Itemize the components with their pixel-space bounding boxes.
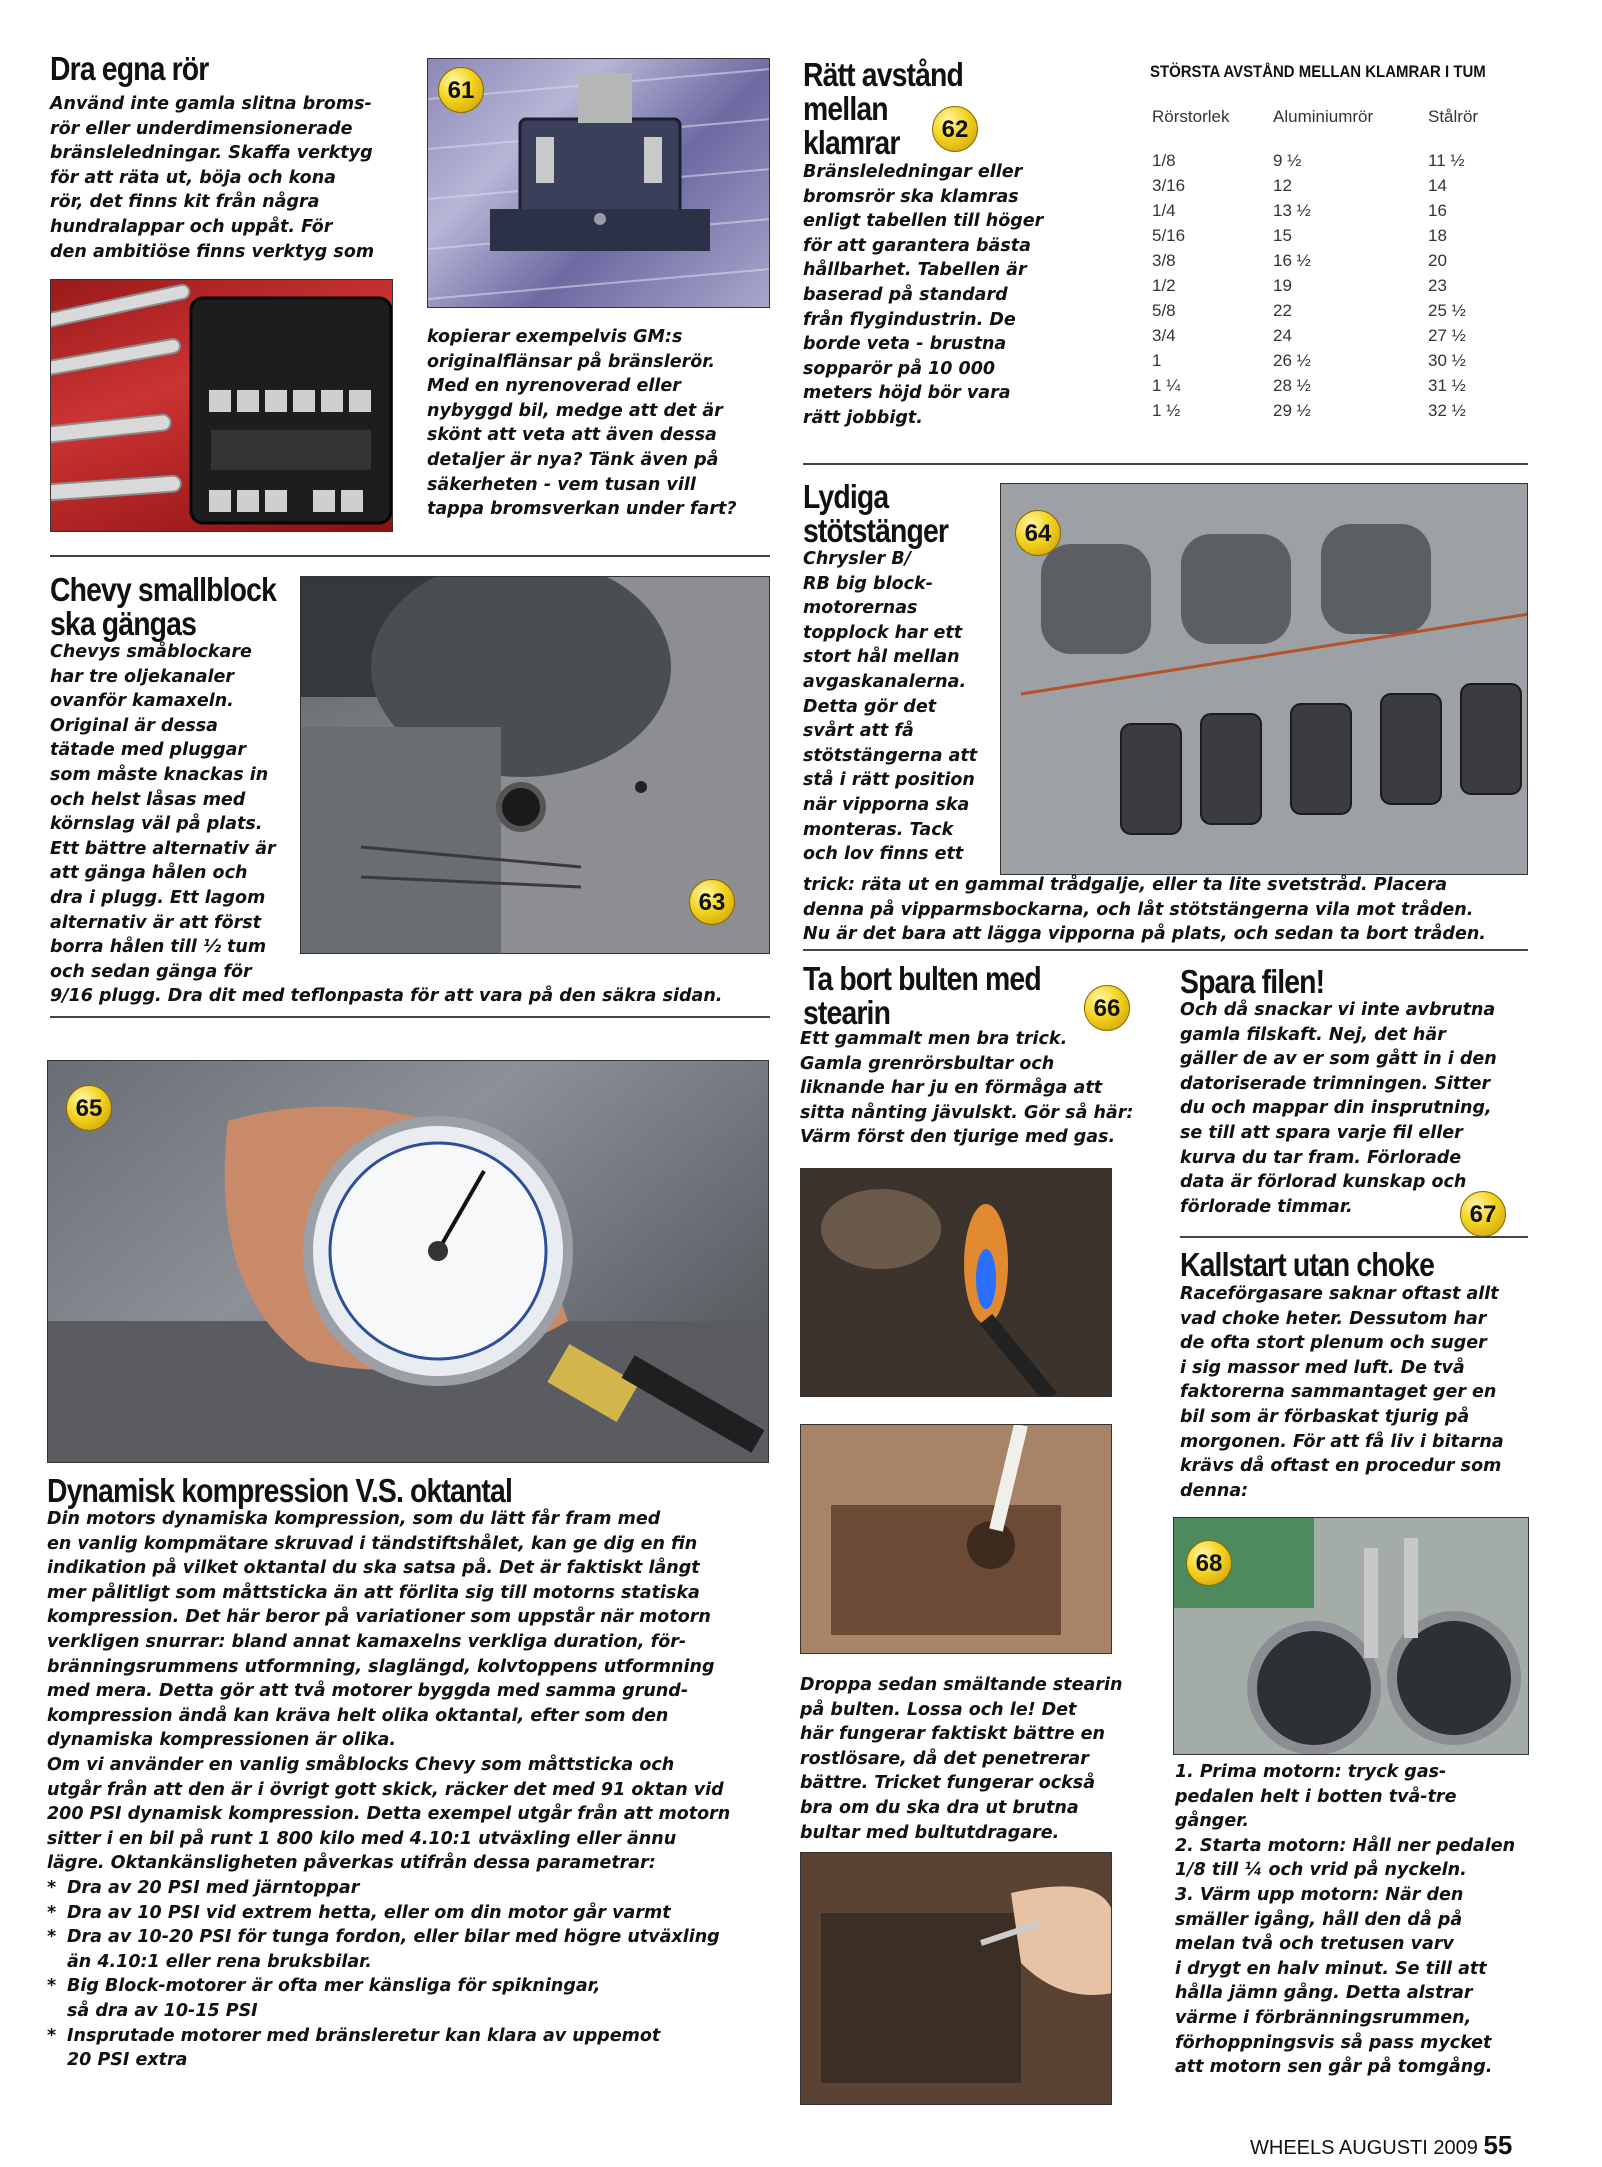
section-title-ta-bort-bulten: Ta bort bulten med stearin (803, 960, 1041, 1031)
badge-61: 61 (438, 67, 484, 113)
list-oktan-parameters: * Dra av 20 PSI med järntoppar * Dra av 10 PSI vid extrem hetta, eller om din motor går varmt * Dra av 10-20 PSI för tunga fordon, eller bilar med högre utväxling än 4.10:1 eller rena bruksbilar. * Big Block-motorer är ofta mer känsliga för spikningar, så dra av 10-15 PSI * Insprutade motorer med bränsleretur kan klara av uppemot 20 PSI extra (47, 1878, 720, 2071)
text-ratt-avstand: Bränsleledningar eller bromsrör ska klamras enligt tabellen till höger för att garantera bästa hållbarhet. Tabellen är baserad på standard från flygindustrin. De borde veta - brustna sopparör på 10 000 meters höjd bör vara rätt jobbigt. (803, 162, 1044, 428)
table-col-steel: 11 ½ 14 16 18 20 23 25 ½ 27 ½ 30 ½ 31 ½ 32 ½ (1428, 151, 1466, 420)
divider-2 (803, 463, 1528, 465)
table-col-aluminium: 9 ½ 12 13 ½ 15 16 ½ 19 22 24 26 ½ 28 ½ 29 ½ (1273, 151, 1311, 420)
section-title-spara-filen: Spara filen! (1180, 963, 1325, 1000)
text-dra-egna-ror-b: kopierar exempelvis GM:s originalflänsar på bränslerör. Med en nyrenoverad eller nybyggd bil, medge att det är skönt att veta att även dessa detaljer är nya? Tänk även på säkerheten - vem tusan vill tappa bromsverkan under fart? (427, 327, 737, 520)
footer-magazine: WHEELS AUGUSTI 2009 (1250, 2137, 1478, 2159)
photo-flaring-tool (427, 58, 770, 308)
compression-gauge-illustration (48, 1061, 769, 1463)
heating-bolt-illustration (801, 1169, 1112, 1397)
badge-63: 63 (689, 879, 735, 925)
badge-67: 67 (1460, 1191, 1506, 1237)
photo-carburetor (1173, 1517, 1529, 1755)
table-title: STÖRSTA AVSTÅND MELLAN KLAMRAR I TUM (1150, 62, 1486, 81)
table-header-steel: Stålrör (1428, 107, 1479, 126)
page-footer (1250, 2130, 1512, 2161)
removing-bolt-illustration (801, 1853, 1112, 2105)
text-dra-egna-ror-a: Använd inte gamla slitna broms- rör eller underdimensionerade bränsleledningar. Skaffa verktyg för att räta ut, böja och kona rör, det finns kit från några hundralappar och uppåt. För den ambitiöse finns verktyg som (50, 94, 375, 262)
badge-65: 65 (66, 1085, 112, 1131)
text-ta-bort-bulten-b: Droppa sedan smältande stearin på bulten. Lossa och le! Det här fungerar faktiskt bättre en rostlösare, då det penetrerar bättre. Tricket fungerar också bra om du ska dra ut brutna bultar med bultutdragare. (800, 1675, 1123, 1843)
divider-5 (1180, 1236, 1528, 1238)
divider-4 (803, 949, 1528, 951)
page-number: 55 (1483, 2130, 1513, 2160)
tool-kit-illustration (51, 280, 393, 532)
photo-engine-block-oil-plugs (300, 576, 770, 954)
table-header-size: Rörstorlek (1152, 107, 1230, 126)
section-title-chevy-smallblock: Chevy smallblock ska gängas (50, 571, 277, 642)
section-title-lydiga-stotstanger: Lydiga stötstänger (803, 478, 949, 549)
section-title-kallstart-utan-choke: Kallstart utan choke (1180, 1246, 1435, 1283)
table-col-size: 1/8 3/16 1/4 5/16 3/8 1/2 5/8 3/4 1 1 ¼ 1 ½ (1152, 151, 1186, 420)
photo-tool-kit (50, 279, 393, 532)
table-header-aluminium: Aluminiumrör (1273, 107, 1374, 126)
badge-64: 64 (1015, 510, 1061, 556)
photo-dripping-stearin (800, 1424, 1112, 1654)
badge-66: 66 (1084, 985, 1130, 1031)
cylinder-head-illustration (1001, 484, 1528, 875)
clamp-distance-table (1150, 62, 1530, 82)
badge-62: 62 (932, 106, 978, 152)
dripping-stearin-illustration (801, 1425, 1112, 1654)
divider-3 (50, 1016, 770, 1018)
text-chevy-smallblock: Chevys småblockare har tre oljekanaler ovanför kamaxeln. Original är dessa tätade med pluggar som måste knackas in och helst låsas med körnslag väl på plats. Ett bättre alternativ är att gänga hålen och dra i plugg. Ett lagom alternativ är att först borra hålen till ½ tum och sedan gänga för 9/16 plugg. Dra dit med teflonpasta för att vara på den säkra sidan. (50, 642, 723, 1007)
photo-removing-bolt (800, 1852, 1112, 2105)
text-lydiga-stotstanger-b: trick: räta ut en gammal trådgalje, eller ta lite svetstråd. Placera denna på vipparmsbockarna, och låt stötstängerna vila mot tråden. Nu är det bara att lägga vipporna på plats, och sedan ta bort tråden. (803, 875, 1486, 945)
photo-heating-bolt (800, 1168, 1112, 1397)
photo-compression-gauge (47, 1060, 769, 1463)
section-title-dra-egna-ror: Dra egna rör (50, 50, 209, 87)
text-kallstart-b: 1. Prima motorn: tryck gas- pedalen helt i botten två-tre gånger. 2. Starta motorn: Håll ner pedalen 1/8 till ¼ och vrid på nyckeln. 3. Värm upp motorn: När den smäller igång, håll den då på melan två och tretusen varv i drygt en halv minut. Se till att hålla jämn gång. Detta alstrar värme i förbränningsrummen, förhoppningsvis så pass mycket att motorn sen går på tomgång. (1175, 1762, 1516, 2078)
text-kallstart-a: Raceförgasare saknar oftast allt vad choke heter. Dessutom har de ofta stort plenum och suger i sig massor med luft. De två faktorerna sammantaget ger en bil som är förbaskat tjurig på morgonen. För att få liv i bitarna krävs då oftast en procedur som denna: (1180, 1284, 1504, 1501)
text-spara-filen: Och då snackar vi inte avbrutna gamla filskaft. Nej, det här gäller de av er som gått in i den datoriserade trimningen. Sitter du och mappar din insprutning, se till att spara varje fil eller kurva du tar fram. Förlorade data är förlorad kunskap och förlorade timmar. (1180, 1000, 1497, 1217)
badge-68: 68 (1186, 1540, 1232, 1586)
section-title-ratt-avstand: Rätt avstånd mellan klamrar (803, 56, 964, 161)
text-lydiga-stotstanger-a: Chrysler B/ RB big block- motorernas topplock har ett stort hål mellan avgaskanalerna. Detta gör det svårt att få stötstängerna att stå i rätt position när vipporna ska monteras. Tack och lov finns ett (803, 549, 978, 865)
photo-cylinder-head-pushrods (1000, 483, 1528, 875)
divider-1 (50, 555, 770, 557)
text-dynamisk-kompression: Din motors dynamiska kompression, som du lätt får fram med en vanlig kompmätare skruvad i tändstiftshålet, kan ge dig en fin indikation på vilket oktantal du ska satsa på. Det är faktiskt långt mer pålitligt som måttsticka än att förlita sig till motorns statiska kompression. Det här beror på variationer som uppstår när motorn verkligen snurrar: bland annat kamaxelns verkliga duration, för- bränningsrummens utformning, slaglängd, kolvtoppens utformning med mera. Detta gör att två motorer byggda med samma grund- kompression ändå kan kräva helt olika oktantal, efter som den dynamiska kompressionen är olika. Om vi använder en vanlig småblocks Chevy som måttsticka och utgår från att den är i övrigt gott skick, räcker det med 91 oktan vid 200 PSI dynamisk kompression. Detta exempel utgår från att motorn sitter i en bil på runt 1 800 kilo med 4.10:1 utväxling eller ännu lägre. Oktankänsligheten påverkas utifrån dessa parametrar: (47, 1509, 731, 1874)
section-title-dynamisk-kompression: Dynamisk kompression V.S. oktantal (47, 1472, 512, 1509)
text-ta-bort-bulten-a: Ett gammalt men bra trick. Gamla grenrörsbultar och liknande har ju en förmåga att sitta nånting jävulskt. Gör så här: Värm först den tjurige med gas. (800, 1029, 1134, 1148)
